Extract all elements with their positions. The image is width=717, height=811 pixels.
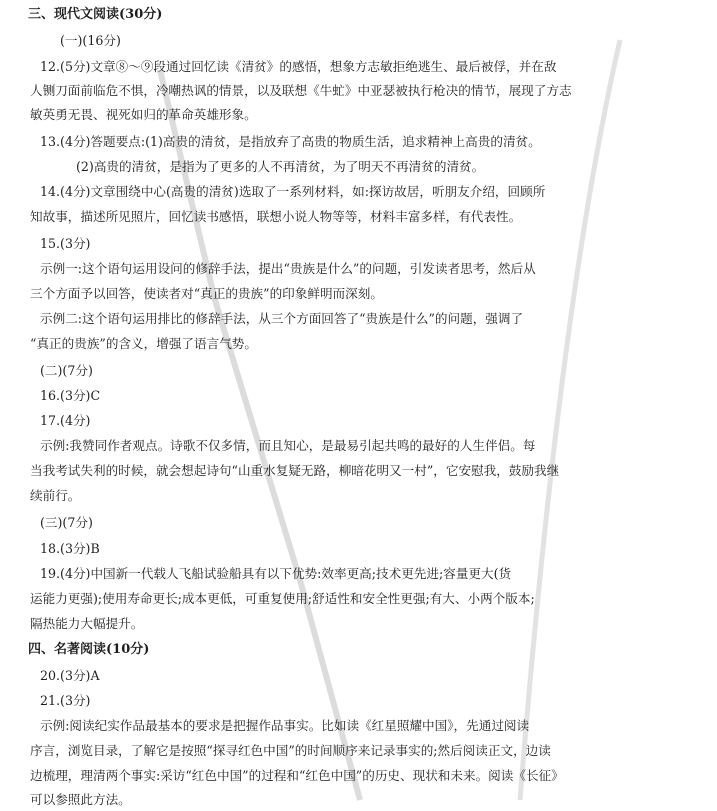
answer-21-line-1: 示例:阅读纪实作品最基本的要求是把握作品事实。比如读《红星照耀中国》，先通过阅读 [40, 718, 530, 733]
watermark-stroke [160, 70, 360, 800]
answer-15-example-1-line-1: 示例一:这个语句运用设问的修辞手法，提出“贵族是什么”的问题，引发读者思考，然后从 [40, 261, 536, 276]
answer-19-line-3: 隔热能力大幅提升。 [30, 616, 144, 631]
answer-17-line-3: 续前行。 [30, 488, 81, 503]
answer-21-line-4: 可以参照此方法。 [30, 792, 131, 807]
answer-17-line-1: 示例:我赞同作者观点。诗歌不仅多情，而且知心，是最易引起共鸣的最好的人生伴侣。每 [40, 438, 536, 453]
answer-15-example-2-line-2: “真正的贵族”的含义，增强了语言气势。 [30, 336, 257, 351]
answer-20: 20.(3分)A [40, 668, 100, 683]
section-4-title: 四、名著阅读(10分) [28, 642, 150, 657]
answer-12-line-3: 敏英勇无畏、视死如归的革命英雄形象。 [30, 107, 257, 122]
answer-21-line-2: 序言，浏览目录，了解它是按照“探寻红色中国”的时间顺序来记录事实的;然后阅读正文，边读 [30, 743, 551, 758]
answer-13-line-2: (2)高贵的清贫，是指为了更多的人不再清贫，为了明天不再清贫的清贫。 [76, 159, 485, 174]
answer-15-example-1-line-2: 三个方面予以回答，使读者对“真正的贵族”的印象鲜明而深刻。 [30, 286, 383, 301]
answer-21-line-3: 边梳理，理清两个事实:采访“红色中国”的过程和“红色中国”的历史、现状和未来。阅读《长征》 [30, 768, 564, 783]
answer-17-heading: 17.(4分) [40, 413, 91, 428]
answer-21-heading: 21.(3分) [40, 693, 91, 708]
answer-17-line-2: 当我考试失利的时候，就会想起诗句“山重水复疑无路，柳暗花明又一村”，它安慰我，鼓励我继 [30, 463, 560, 478]
section-3-title: 三、现代文阅读(30分) [28, 7, 163, 22]
part-3-heading: (三)(7分) [40, 515, 93, 530]
answer-12-line-1: 12.(5分)文章⑧～⑨段通过回忆读《清贫》的感悟，想象方志敏拒绝逃生、最后被俘，并在敌 [40, 59, 557, 74]
answer-13-line-1: 13.(4分)答题要点:(1)高贵的清贫，是指放弃了高贵的物质生活，追求精神上高贵的清贫。 [40, 134, 541, 149]
answer-14-line-2: 知故事，描述所见照片，回忆读书感悟，联想小说人物等等，材料丰富多样，有代表性。 [30, 209, 522, 224]
part-1-heading: (一)(16分) [60, 33, 121, 48]
answer-19-line-1: 19.(4分)中国新一代载人飞船试验船具有以下优势:效率更高;技术更先进;容量更大(货 [40, 566, 512, 581]
answer-18: 18.(3分)B [40, 541, 100, 556]
answer-19-line-2: 运能力更强);使用寿命更长;成本更低，可重复使用;舒适性和安全性更强;有大、小两个版本; [30, 591, 535, 606]
part-2-heading: (二)(7分) [40, 363, 93, 378]
answer-12-line-2: 人铡刀面前临危不惧，冷嘲热讽的情景，以及联想《牛虻》中亚瑟被执行枪决的情节，展现了方志 [30, 83, 572, 98]
answer-16: 16.(3分)C [40, 388, 101, 403]
answer-15-example-2-line-1: 示例二:这个语句运用排比的修辞手法，从三个方面回答了“贵族是什么”的问题，强调了 [40, 311, 524, 326]
answer-14-line-1: 14.(4分)文章围绕中心(高贵的清贫)选取了一系列材料，如:探访故居，听朋友介绍，回顾所 [40, 184, 546, 199]
answer-15-heading: 15.(3分) [40, 236, 91, 251]
